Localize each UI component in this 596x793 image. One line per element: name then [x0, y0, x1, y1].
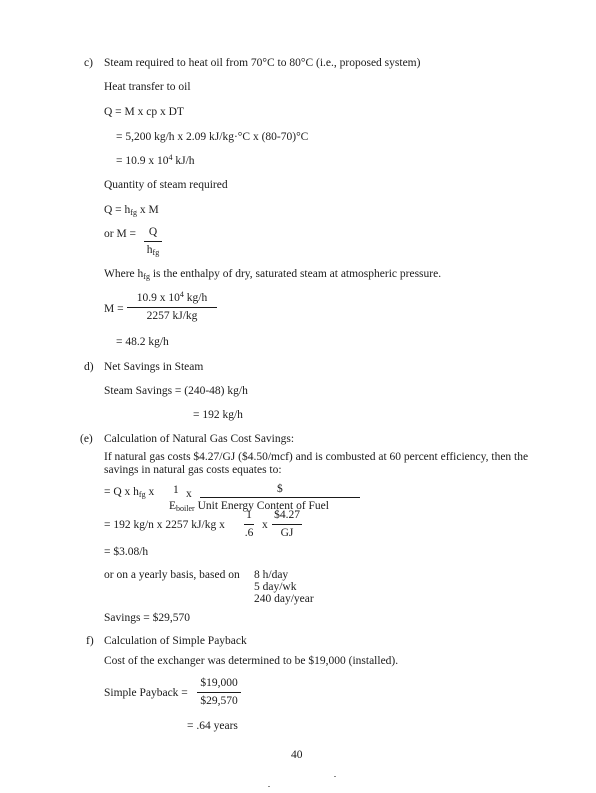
fraction-price-per-gj: $\frac{\$4.27}{GJ}$ [272, 510, 302, 539]
gas-formula-dollar: $ [277, 483, 283, 495]
gas-formula-denominator: $E_{boiler}$ Unit Energy Content of Fuel [169, 500, 329, 513]
fraction-q-over-hfg: Q $h_{fg}$ [144, 227, 162, 256]
payback-result: = .64 years [187, 720, 238, 732]
page-number: 40 [291, 749, 303, 761]
section-d-heading: Net Savings in Steam [104, 361, 204, 373]
equation-q-mcpdt: Q = M x cp x DT [104, 106, 184, 118]
exchanger-cost-line: Cost of the exchanger was determined to be $19,000 (installed). [104, 655, 399, 667]
hfg-definition: Where $h_{fg}$ is the enthalpy of dry, saturated steam at atmospheric pressure. [104, 268, 442, 281]
section-c-label: c) [84, 57, 93, 69]
fraction-m-calculation: $\frac{10.9 x 10^4 kg/h}{2257 kJ/kg}$ [127, 293, 217, 322]
annual-savings: Savings = $29,570 [104, 612, 191, 624]
gas-formula-fraction-bar [200, 497, 360, 498]
section-f-heading: Calculation of Simple Payback [104, 635, 247, 647]
gas-formula-prefix: = Q x $h_{fg}$ x [104, 486, 155, 499]
yearly-basis-label: or on a yearly basis, based on [104, 569, 240, 581]
fraction-one-over-eff: $\frac{1}{.6}$ [244, 509, 254, 539]
yearly-days-week: 5 day/wk [254, 581, 297, 593]
section-e-label: (e) [80, 433, 93, 445]
equation-m-lhs: M = [104, 303, 124, 315]
gas-formula-frac-numerator: 1 [173, 484, 179, 496]
equation-m-prefix: or M = [104, 228, 137, 240]
steam-savings-result: = 192 kg/h [193, 409, 243, 421]
section-e-heading: Calculation of Natural Gas Cost Savings: [104, 433, 295, 445]
section-c-heading: Steam required to heat oil from 70°C to 80°C (i.e., proposed system) [104, 57, 421, 69]
scan-speck [268, 786, 270, 787]
equation-heat-result: = 10.9 x $10^4$ kJ/h [116, 153, 195, 167]
gas-calc-times: x [262, 519, 268, 531]
simple-payback-label: Simple Payback = [104, 687, 188, 699]
gas-formula-times: x [186, 488, 192, 500]
gas-cost-hourly: = $3.08/h [104, 546, 149, 558]
yearly-days-year: 240 day/year [254, 593, 314, 605]
equation-m-result: = 48.2 kg/h [116, 336, 169, 348]
section-f-label: f) [86, 635, 94, 647]
quantity-steam-label: Quantity of steam required [104, 179, 228, 191]
gas-calc-prefix: = 192 kg/n x 2257 kJ/kg x [104, 519, 225, 531]
equation-heat-substitution: = 5,200 kg/h x 2.09 kJ/kg·°C x (80-70)°C [116, 131, 309, 143]
fraction-payback: $\frac{\$19,000}{\$29,570}$ [197, 678, 241, 707]
heat-transfer-label: Heat transfer to oil [104, 81, 191, 93]
equation-q-hfg-m: $Q = h_{fg}$ x M [104, 204, 159, 217]
yearly-hours: 8 h/day [254, 569, 289, 581]
section-d-label: d) [84, 361, 94, 373]
gas-cost-paragraph-line1: If natural gas costs $4.27/GJ ($4.50/mcf) and is combusted at 60 percent efficiency, then the [104, 451, 529, 463]
steam-savings-equation: Steam Savings = (240-48) kg/h [104, 385, 248, 397]
scan-speck [334, 776, 336, 777]
gas-cost-paragraph-line2: savings in natural gas costs equates to: [104, 464, 282, 476]
